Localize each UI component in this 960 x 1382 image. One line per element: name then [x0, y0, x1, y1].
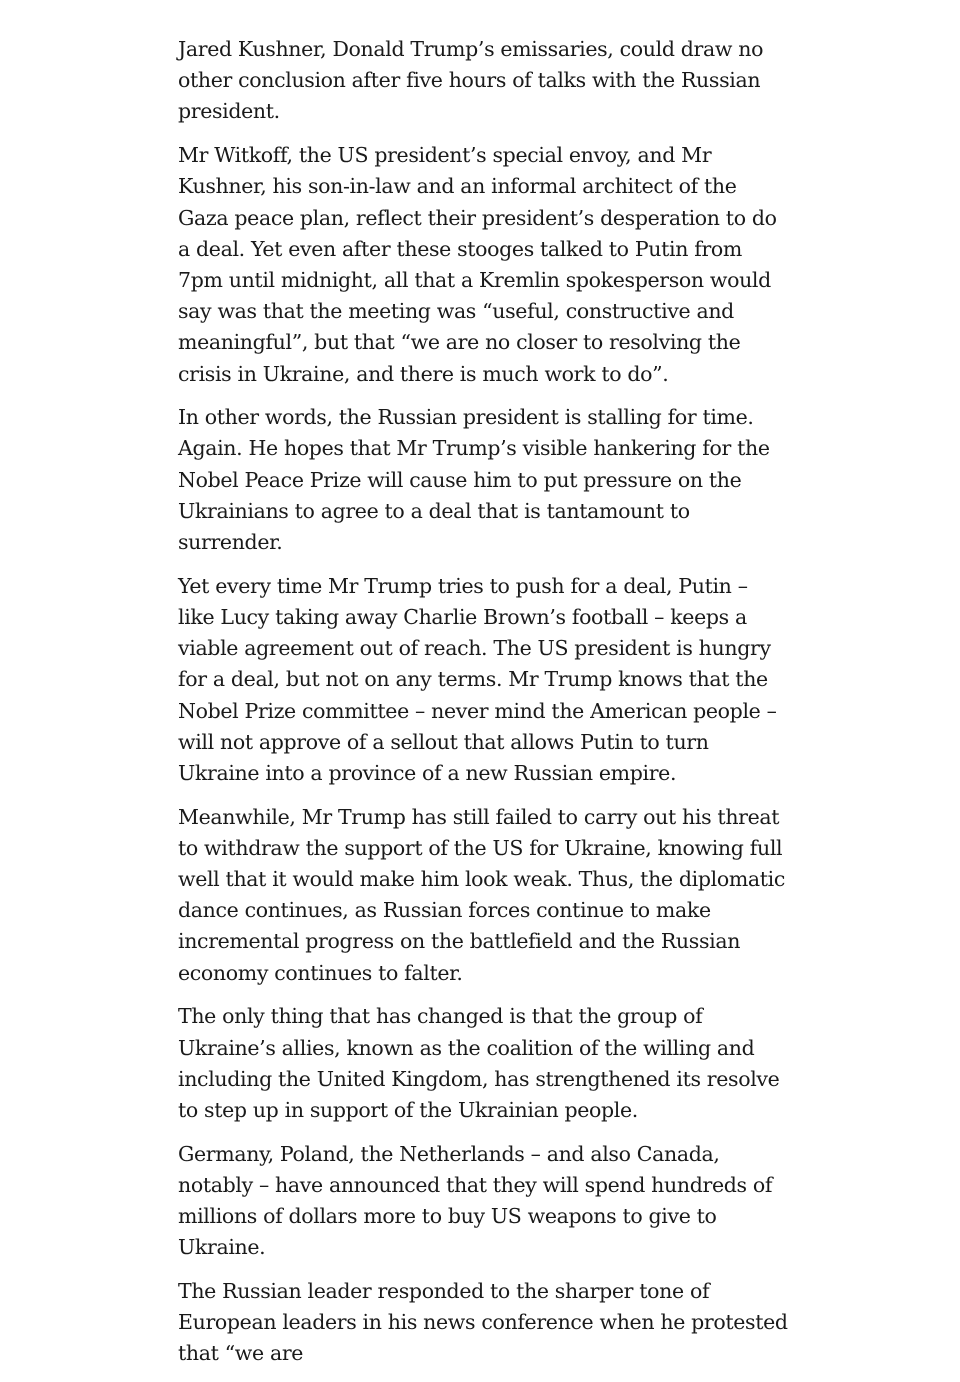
article-paragraph-3: In other words, the Russian president is stalling for time. Again. He hopes that Mr Trump’s visible hankering for the Nobel Peace Prize will cause him to put pressure on the Ukrainians to agree to a deal that is tantamount to surrender.	[178, 405, 770, 555]
article-paragraph-4: Yet every time Mr Trump tries to push for a deal, Putin – like Lucy taking away Charlie Brown’s football – keeps a viable agreement out of reach. The US president is hungry for a deal, but not on any terms. Mr Trump knows that the Nobel Prize committee – never mind the American people – will not approve of a sellout that allows Putin to turn Ukraine into a province of a new Russian empire.	[178, 573, 777, 785]
article-paragraph-1: Jared Kushner, Donald Trump’s emissaries, could draw no other conclusion after five hours of talks with the Russian president.	[178, 37, 764, 124]
article-paragraph-7: Germany, Poland, the Netherlands – and also Canada, notably – have announced that they will spend hundreds of millions of dollars more to buy US weapons to give to Ukraine.	[178, 1141, 773, 1260]
article-body	[178, 34, 790, 1382]
article-paragraph-5: Meanwhile, Mr Trump has still failed to carry out his threat to withdraw the support of the US for Ukraine, knowing full well that it would make him look weak. Thus, the diplomatic dance continues, as Russian forces continue to make incremental progress on the battlefield and the Russian economy continues to falter.	[178, 804, 786, 985]
article-paragraph-8: The Russian leader responded to the sharper tone of European leaders in his news conference when he protested that “we are	[178, 1279, 788, 1366]
article-paragraph-2: Mr Witkoff, the US president’s special envoy, and Mr Kushner, his son-in-law and an informal architect of the Gaza peace plan, reflect their president’s desperation to do a deal. Yet even after these stooges talked to Putin from 7pm until midnight, all that a Kremlin spokesperson would say was that the meeting was “useful, constructive and meaningful”, but that “we are no closer to resolving the crisis in Ukraine, and there is much work to do”.	[178, 143, 777, 386]
article-paragraph-6: The only thing that has changed is that the group of Ukraine’s allies, known as the coalition of the willing and including the United Kingdom, has strengthened its resolve to step up in support of the Ukrainian people.	[178, 1004, 780, 1122]
